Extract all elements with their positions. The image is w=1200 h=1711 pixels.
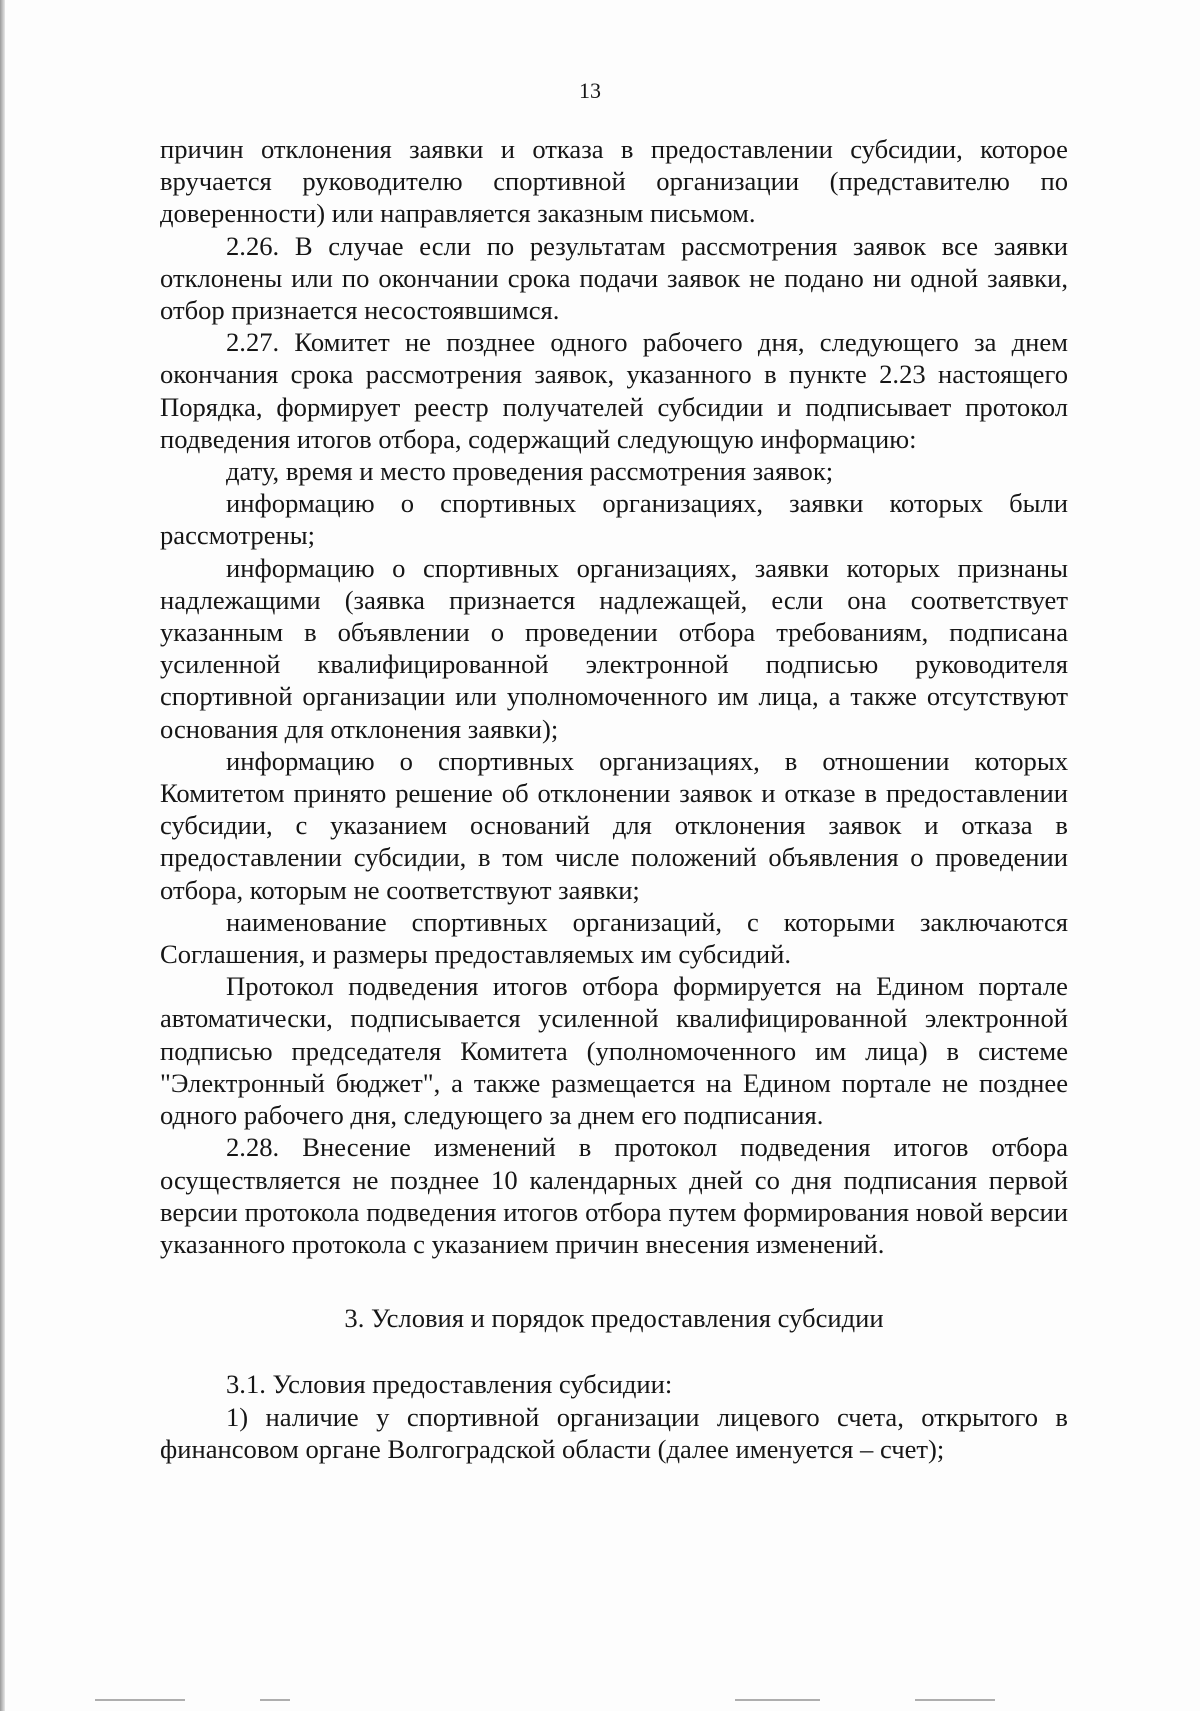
list-item-date-time-place: дату, время и место проведения рассмотрения заявок; xyxy=(226,456,834,487)
scan-left-edge xyxy=(0,0,5,1711)
list-item-reviewed-orgs: информацию о спортивных организациях, заявки которых были рассмотрены; xyxy=(160,488,1068,551)
scan-bottom-artifacts xyxy=(0,1699,1200,1703)
section-heading: 3. Условия и порядок предоставления субсидии xyxy=(344,1303,884,1334)
paragraph-continuation: причин отклонения заявки и отказа в предоставлении субсидии, которое вручается руководителю спортивной организации (представителю по доверенности) или направляется заказным письмом. xyxy=(160,134,1068,229)
list-item-agreement-recipients: наименование спортивных организаций, с которыми заключаются Соглашения, и размеры предоставляемых им субсидий. xyxy=(160,906,1068,970)
document-body xyxy=(160,133,1068,1465)
paragraph-protocol-signing: Протокол подведения итогов отбора формируется на Едином портале автоматически, подписывается усиленной квалифицированной электронной подписью председателя Комитета (уполномоченного им лица) в системе "Электронный бюджет", а также размещается на Едином портале не позднее одного рабочего дня, следующего за днем его подписания. xyxy=(160,971,1068,1131)
paragraph-2-27: 2.27. Комитет не позднее одного рабочего дня, следующего за днем окончания срока рассмотрения заявок, указанного в пункте 2.23 настоящего Порядка, формирует реестр получателей субсидии и подписывает протокол подведения итогов отбора, содержащий следующую информацию: xyxy=(160,327,1068,454)
paragraph-3-1: 3.1. Условия предоставления субсидии: xyxy=(226,1369,673,1400)
paragraph-2-26: 2.26. В случае если по результатам рассмотрения заявок все заявки отклонены или по окончании срока подачи заявок не подано ни одной заявки, отбор признается несостоявшимся. xyxy=(160,230,1068,326)
paragraph-2-28: 2.28. Внесение изменений в протокол подведения итогов отбора осуществляется не позднее 10 календарных дней со дня подписания первой версии протокола подведения итогов отбора путем формирования новой версии указанного протокола с указанием причин внесения изменений. xyxy=(160,1132,1068,1259)
list-item-rejected-applications: информацию о спортивных организациях, в отношении которых Комитетом принято решение об отклонении заявок и отказе в предоставлении субсидии, с указанием оснований для отклонения заявок и отказа в предоставлении субсидии, в том числе положений объявления о проведении отбора, которым не соответствуют заявки; xyxy=(160,745,1068,905)
page-number: 13 xyxy=(579,78,601,103)
paragraph-3-1-item-1: 1) наличие у спортивной организации лицевого счета, открытого в финансовом органе Волгоградской области (далее именуется – счет); xyxy=(160,1401,1068,1464)
list-item-proper-applications: информацию о спортивных организациях, заявки которых признаны надлежащими (заявка признается надлежащей, если она соответствует указанным в объявлении о проведении отбора требованиям, подписана усиленной квалифицированной электронной подписью руководителя спортивной организации или уполномоченного им лица, а также отсутствуют основания для отклонения заявки); xyxy=(160,552,1068,744)
